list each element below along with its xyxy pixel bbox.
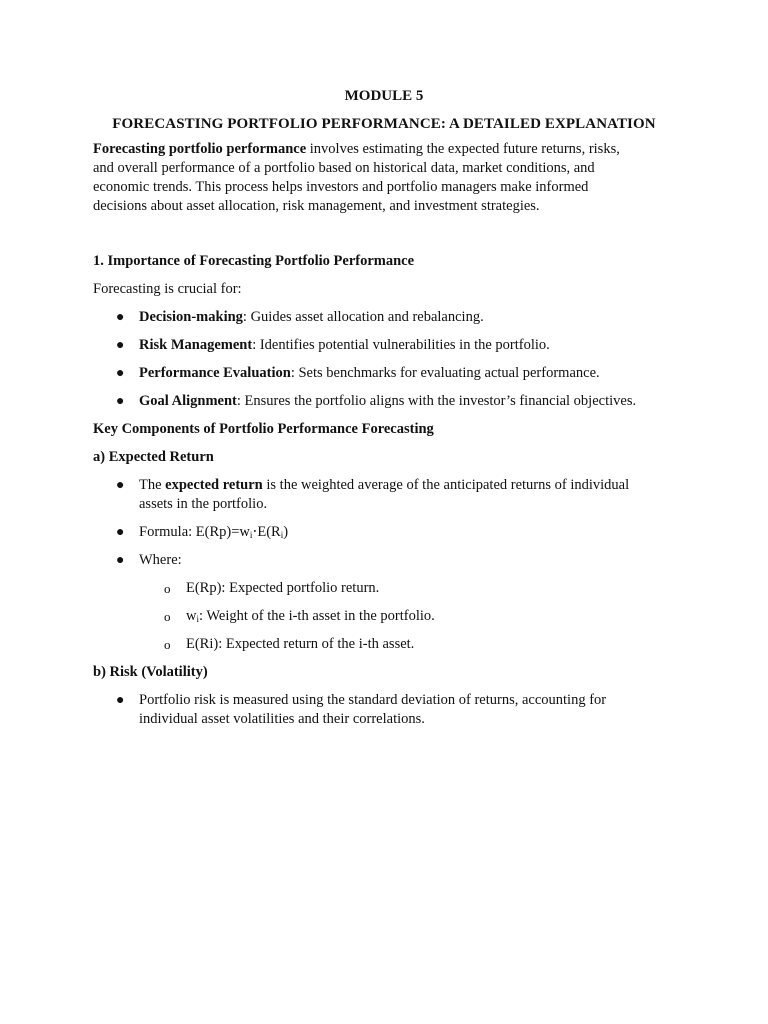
expected-return-bold: expected return [165,477,263,493]
where-sublist [93,579,673,654]
where-item-text: E(Ri): Expected return of the i-th asset. [186,636,415,652]
intro-line-3: economic trends. This process helps investors and portfolio managers make informed [93,179,589,195]
item-desc: : Identifies potential vulnerabilities in the portfolio. [252,337,550,353]
list-item [93,551,673,570]
where-label: Where: [139,552,182,568]
bullet-icon: ● [116,310,125,325]
bullet-icon: ● [116,478,125,493]
intro-line-2: and overall performance of a portfolio based on historical data, market conditions, and [93,160,595,176]
item-term: Goal Alignment [139,393,237,409]
expected-return-heading: a) Expected Return [93,449,214,465]
risk-heading: b) Risk (Volatility) [93,664,208,680]
bullet-icon: ● [116,525,125,540]
list-item [93,392,673,411]
list-item [93,336,673,355]
risk-list [93,691,673,729]
where-item-text: w [186,608,197,624]
bullet-icon: ● [116,394,125,409]
formula-end: ) [283,524,289,540]
sublist-item [93,607,673,626]
section1-lead: Forecasting is crucial for: [93,281,242,297]
item-term: Decision-making [139,309,243,325]
list-item [93,308,673,327]
item-term: Performance Evaluation [139,365,291,381]
risk-line-1: Portfolio risk is measured using the standard deviation of returns, accounting for [139,692,607,708]
formula-mid: ⋅E(R [252,524,281,540]
item-term: Risk Management [139,337,253,353]
module-title: MODULE 5 [344,88,424,104]
list-item [93,476,673,514]
intro-paragraph [93,140,673,216]
bullet-icon: ● [116,338,125,353]
bullet-icon: ● [116,366,125,381]
formula-subscript: i [249,530,253,540]
item-desc: : Sets benchmarks for evaluating actual performance. [290,365,600,381]
where-item-text: E(Rp): Expected portfolio return. [186,580,380,596]
bullet-icon: ● [116,693,125,708]
intro-line-1 [93,140,673,159]
bullet-icon: ● [116,553,125,568]
intro-line-1-rest: involves estimating the expected future returns, risks, [306,141,620,157]
where-item-rest: : Weight of the i-th asset in the portfolio. [199,608,435,624]
item-desc: : Ensures the portfolio aligns with the investor’s financial objectives. [236,393,637,409]
formula-subscript: i [280,530,284,540]
main-title: FORECASTING PORTFOLIO PERFORMANCE: A DETAILED EXPLANATION [112,116,656,132]
expected-return-line-2: assets in the portfolio. [139,496,268,512]
expected-return-line-1-rest: is the weighted average of the anticipated returns of individual [262,477,630,493]
where-item-subscript: i [196,614,199,624]
importance-list [93,308,673,411]
expected-return-pre: The [139,477,166,493]
circle-bullet-icon: o [164,609,171,624]
risk-line-2: individual asset volatilities and their correlations. [139,711,425,727]
section1-heading: 1. Importance of Forecasting Portfolio Performance [93,253,415,269]
key-components-heading: Key Components of Portfolio Performance Forecasting [93,421,434,437]
list-item [93,364,673,383]
document-content [93,86,673,738]
item-desc: : Guides asset allocation and rebalancing. [242,309,484,325]
sublist-item [93,635,673,654]
circle-bullet-icon: o [164,637,171,652]
circle-bullet-icon: o [164,581,171,596]
sublist-item [93,579,673,598]
expected-return-list [93,476,673,570]
intro-line-4: decisions about asset allocation, risk management, and investment strategies. [93,198,540,214]
formula-label: Formula: E(Rp)=w [139,524,250,540]
list-item [93,691,673,729]
intro-bold-lead: Forecasting portfolio performance [93,141,307,157]
list-item [93,523,673,542]
